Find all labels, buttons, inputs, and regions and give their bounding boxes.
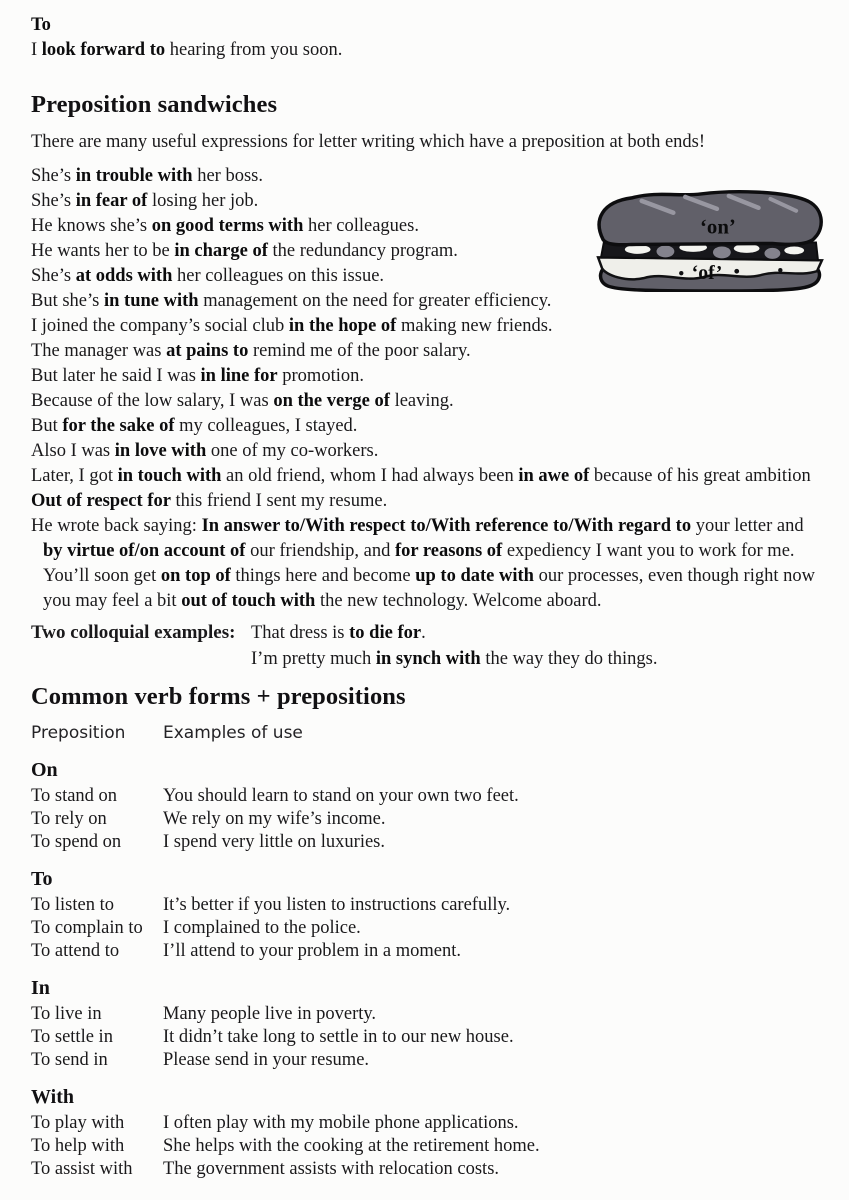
text-run: the way they do things. [480,649,658,669]
group-label: In [31,977,50,999]
example-cell [163,785,519,808]
opening-example-line [31,38,837,63]
text-run: her colleagues on this issue. [172,266,385,286]
text-run: things here and become [230,566,416,586]
sentence-line [31,414,837,439]
colloquial-example [251,646,657,672]
group-label: With [31,1086,74,1108]
colloquial-examples-block [31,620,837,672]
text-run: Many people [163,1004,265,1024]
text-run: I’ll [163,941,191,961]
bold-phrase: rely on [191,809,244,829]
example-cell [163,1003,376,1026]
table-row [31,917,837,940]
text-run: Later, I got [31,466,118,486]
bold-phrase: out of touch with [181,591,316,611]
bold-phrase: at odds with [75,266,173,286]
text-run: I often [163,1113,217,1133]
bold-phrase: settle in [319,1027,378,1047]
example-cell [163,808,386,831]
bold-phrase: listen to [286,895,346,915]
bold-phrase: in awe of [518,466,590,486]
example-cell [163,1049,369,1072]
cheese-hole [734,269,739,274]
section-heading-common-verb-forms: Common verb forms + prepositions [31,683,406,710]
bold-phrase: for reasons of [394,541,503,561]
colloquial-example [251,620,657,646]
table-row [31,808,837,831]
bold-phrase: on [297,832,317,852]
text-run: because of his great ambition [589,466,811,486]
text-run: the police. [279,918,361,938]
bold-phrase: send in [214,1050,268,1070]
group-rows [31,785,837,854]
preposition-cell: To play with [31,1113,125,1133]
text-run: hearing from you soon. [165,40,343,60]
cheese-hole [778,268,782,272]
text-run: She’s [31,166,76,186]
preposition-cell: To complain to [31,918,143,938]
text-run: leaving. [389,391,454,411]
table-row [31,1003,837,1026]
bold-phrase: In answer to/With respect to/With reference to/With regard to [201,516,692,536]
text-run: your letter and [691,516,804,536]
group-rows [31,894,837,963]
text-run: making new friends. [396,316,553,336]
bold-phrase: To [31,15,51,35]
verb-preposition-table [31,721,837,1181]
section-heading-preposition-sandwiches: Preposition sandwiches [31,91,278,118]
tomato-slice [764,248,780,259]
text-run: luxuries. [316,832,385,852]
colloquial-examples-list [251,620,657,672]
column-header-examples: Examples of use [163,723,303,743]
bold-phrase: complained to [173,918,280,938]
bold-phrase: in tune with [103,291,199,311]
text-run: instructions carefully. [345,895,511,915]
preposition-cell: To assist with [31,1159,133,1179]
example-cell [163,1158,499,1181]
text-run: our friendship, and [245,541,395,561]
filling-highlight [784,246,804,254]
preposition-cell: To help with [31,1136,125,1156]
preposition-cell: To listen to [31,895,114,915]
preposition-cell: To live in [31,1004,102,1024]
text-run: It’s better if you [163,895,287,915]
colloquial-label: Two colloquial examples: [31,622,236,643]
group-rows [31,1112,837,1181]
bold-phrase: for the sake of [62,416,175,436]
sandwich-label-on: ‘on’ [700,215,736,239]
tomato-slice [713,246,731,258]
text-run: Please [163,1050,215,1070]
text-run: I [163,918,174,938]
bold-phrase: on top of [160,566,231,586]
text-run: relocation costs. [374,1159,500,1179]
verb-group [31,976,837,1072]
example-cell [163,1135,540,1158]
text-run: But later he said I was [31,366,201,386]
table-row [31,785,837,808]
text-run: the redundancy program. [267,241,458,261]
group-rows [31,1003,837,1072]
bold-phrase: in line for [200,366,278,386]
text-run: You’ll soon get [43,566,161,586]
text-run: you may feel a bit [43,591,182,611]
sentence-line [31,489,837,514]
text-run: promotion. [277,366,364,386]
sandwich-illustration [586,188,834,292]
bold-phrase: in trouble with [75,166,193,186]
text-run: expediency I want you to work for me. [502,541,795,561]
bold-phrase: Out of respect for [31,491,171,511]
sentence-line [31,564,837,589]
sentence-line [31,389,837,414]
text-run: this friend I sent my resume. [170,491,388,511]
text-run: . [421,623,426,643]
bold-phrase: in charge of [174,241,268,261]
table-row [31,1112,837,1135]
bold-phrase: in the hope of [288,316,397,336]
bold-phrase: look forward to [41,40,166,60]
sentence-line [31,589,837,614]
sentence-line [31,314,837,339]
table-row [31,1158,837,1181]
text-run: She’s [31,191,76,211]
text-run: one of my co-workers. [206,441,379,461]
bold-phrase: in love with [114,441,207,461]
text-run: Because of the low salary, I was [31,391,274,411]
example-cell [163,940,461,963]
text-run: I joined the company’s social club [31,316,289,336]
bold-phrase: spend [173,832,217,852]
sentence-line [31,164,837,189]
text-run: her colleagues. [303,216,419,236]
text-run: I [31,40,42,60]
verb-group [31,867,837,963]
text-run: your resume. [267,1050,370,1070]
text-run: poverty. [311,1004,377,1024]
group-label: On [31,759,58,781]
table-row [31,894,837,917]
bold-phrase: on the verge of [273,391,390,411]
text-run: He knows she’s [31,216,152,236]
preposition-cell: To spend on [31,832,122,852]
section-intro-paragraph: There are many useful expressions for letter writing which have a preposition at both ends! [31,132,706,152]
sandwich-label-of: ‘of’ [691,262,723,285]
text-run: an old friend, whom I had always been [221,466,519,486]
text-run: your problem in a moment. [254,941,461,961]
example-cell [163,1112,519,1135]
text-run: the new technology. Welcome aboard. [315,591,602,611]
text-run: my wife’s income. [243,809,386,829]
text-run: I [163,832,174,852]
bold-phrase: play with [216,1113,286,1133]
group-label: To [31,868,53,890]
table-row [31,1135,837,1158]
text-run: her boss. [192,166,263,186]
opening-preposition-label [31,13,837,38]
text-run: losing her job. [147,191,259,211]
sentence-line [31,514,837,539]
table-header-row [31,721,837,745]
preposition-cell: To attend to [31,941,120,961]
preposition-cell: To settle in [31,1027,113,1047]
example-cell [163,894,510,917]
example-cell [163,831,385,854]
table-row [31,1026,837,1049]
text-run: But she’s [31,291,104,311]
bold-phrase: at pains to [166,341,249,361]
bold-phrase: helps with [195,1136,272,1156]
text-run: But [31,416,63,436]
text-run: the cooking at the retirement home. [271,1136,540,1156]
text-run: I’m pretty much [251,649,376,669]
text-run: remind me of the poor salary. [248,341,471,361]
bold-phrase: up to date with [415,566,534,586]
text-run: He wants her to be [31,241,175,261]
bold-phrase: on good terms with [151,216,304,236]
text-run: my colleagues, I stayed. [174,416,358,436]
text-run: You should learn to [163,786,313,806]
bold-phrase: in fear of [75,191,148,211]
table-row [31,1049,837,1072]
cheese-hole [679,271,683,275]
text-run: very little [216,832,298,852]
bold-phrase: assists with [289,1159,375,1179]
sentence-line [31,289,837,314]
text-run: She’s [31,266,76,286]
tomato-slice [657,245,675,257]
bold-phrase: live in [264,1004,312,1024]
preposition-cell: To rely on [31,809,107,829]
column-header-preposition: Preposition [31,723,126,743]
verb-group [31,1085,837,1181]
bold-phrase: to die for [349,623,422,643]
example-cell [163,1026,514,1049]
text-run: It didn’t take long to [163,1027,320,1047]
text-run: The government [163,1159,290,1179]
text-run: He wrote back saying: [31,516,202,536]
bold-phrase: attend to [190,941,255,961]
bold-phrase: in synch with [375,649,481,669]
text-run: your own two feet. [374,786,519,806]
preposition-cell: To send in [31,1050,108,1070]
sentence-line [31,539,837,564]
table-row [31,940,837,963]
example-cell [163,917,361,940]
text-run: my mobile phone applications. [285,1113,519,1133]
table-row [31,831,837,854]
sentence-line [31,339,837,364]
verb-group [31,758,837,854]
bold-phrase: in touch with [117,466,222,486]
sentence-line [31,464,837,489]
text-run: to our new house. [377,1027,514,1047]
text-run: She [163,1136,196,1156]
bold-phrase: by virtue of/on account of [43,541,246,561]
text-run: management on the need for greater efficiency. [198,291,552,311]
text-run: We [163,809,192,829]
sentence-line [31,364,837,389]
text-run: Also I was [31,441,115,461]
bold-phrase: stand on [312,786,375,806]
preposition-cell: To stand on [31,786,118,806]
verb-groups [31,758,837,1181]
text-run: That dress is [251,623,350,643]
text-run: our processes, even though right now [533,566,815,586]
text-run: The manager was [31,341,167,361]
sentence-line [31,439,837,464]
